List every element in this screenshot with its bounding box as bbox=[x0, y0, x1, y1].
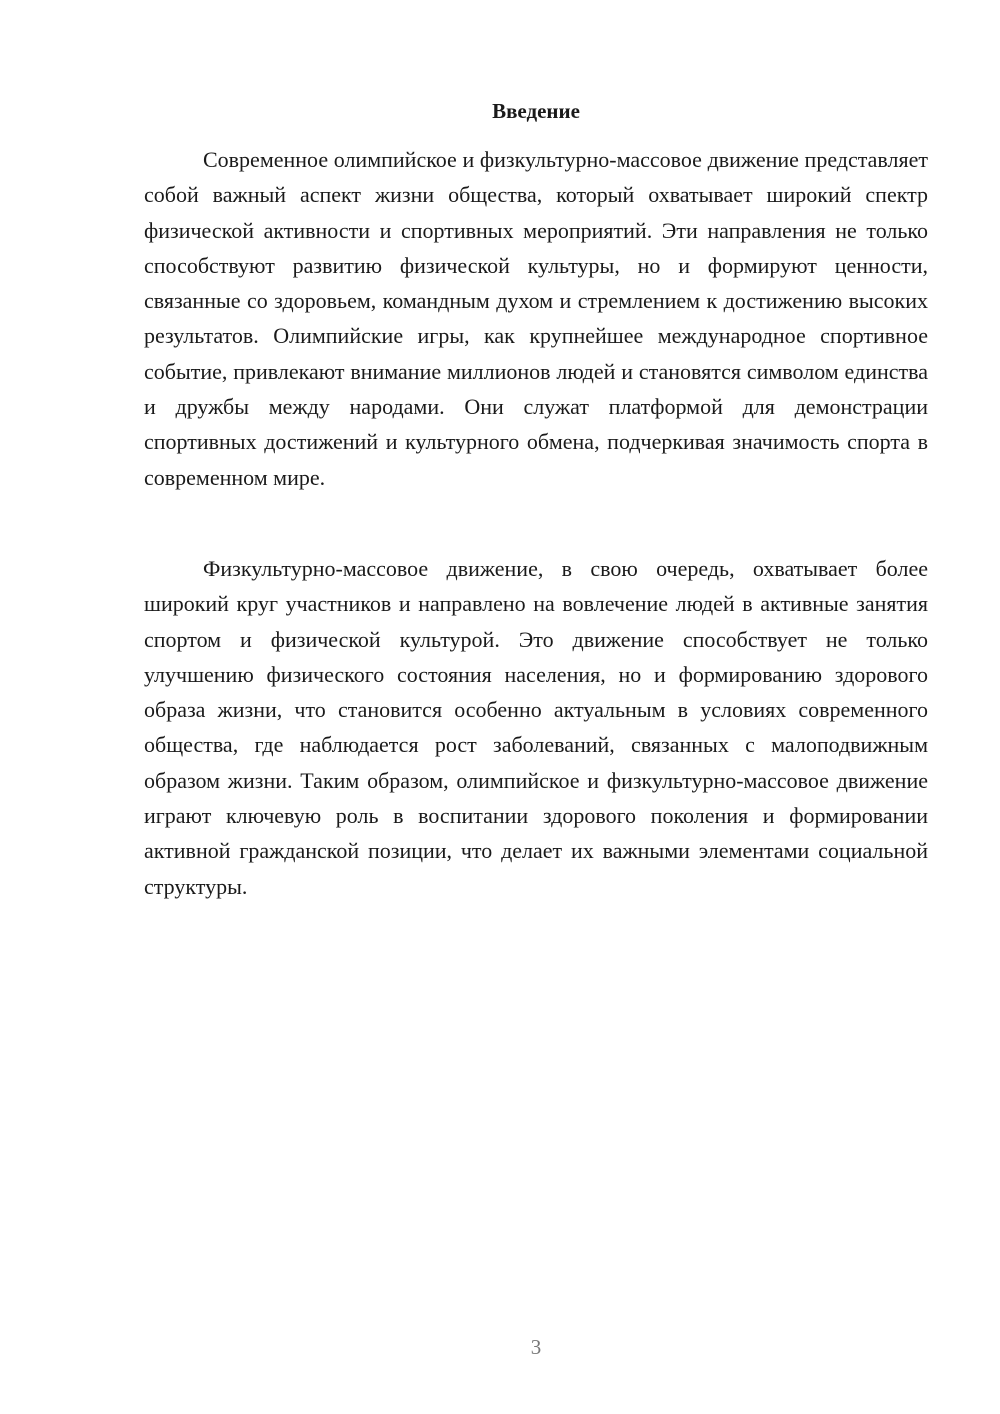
body-paragraph-1: Современное олимпийское и физкультурно-массовое движение представляет собой важный аспект жизни общества, который охватывает широкий спектр физической активности и спортивных мероприятий. Эти направления не только способствуют развитию физической культуры, но и формируют ценности, связанные со здоровьем, командным духом и стремлением к достижению высоких результатов. Олимпийские игры, как крупнейшее международное спортивное событие, привлекают внимание миллионов людей и становятся символом единства и дружбы между народами. Они служат платформой для демонстрации спортивных достижений и культурного обмена, подчеркивая значимость спорта в современном мире. bbox=[144, 147, 928, 490]
page-number: 3 bbox=[530, 1335, 542, 1359]
body-paragraph-2: Физкультурно-массовое движение, в свою очередь, охватывает более широкий круг участников и направлено на вовлечение людей в активные занятия спортом и физической культурой. Это движение способствует не только улучшению физического состояния населения, но и формированию здорового образа жизни, что становится особенно актуальным в условиях современного общества, где наблюдается рост заболеваний, связанных с малоподвижным образом жизни. Таким образом, олимпийское и физкультурно-массовое движение играют ключевую роль в воспитании здорового поколения и формировании активной гражданской позиции, что делает их важными элементами социальной структуры. bbox=[144, 556, 928, 899]
section-heading: Введение bbox=[492, 99, 580, 123]
